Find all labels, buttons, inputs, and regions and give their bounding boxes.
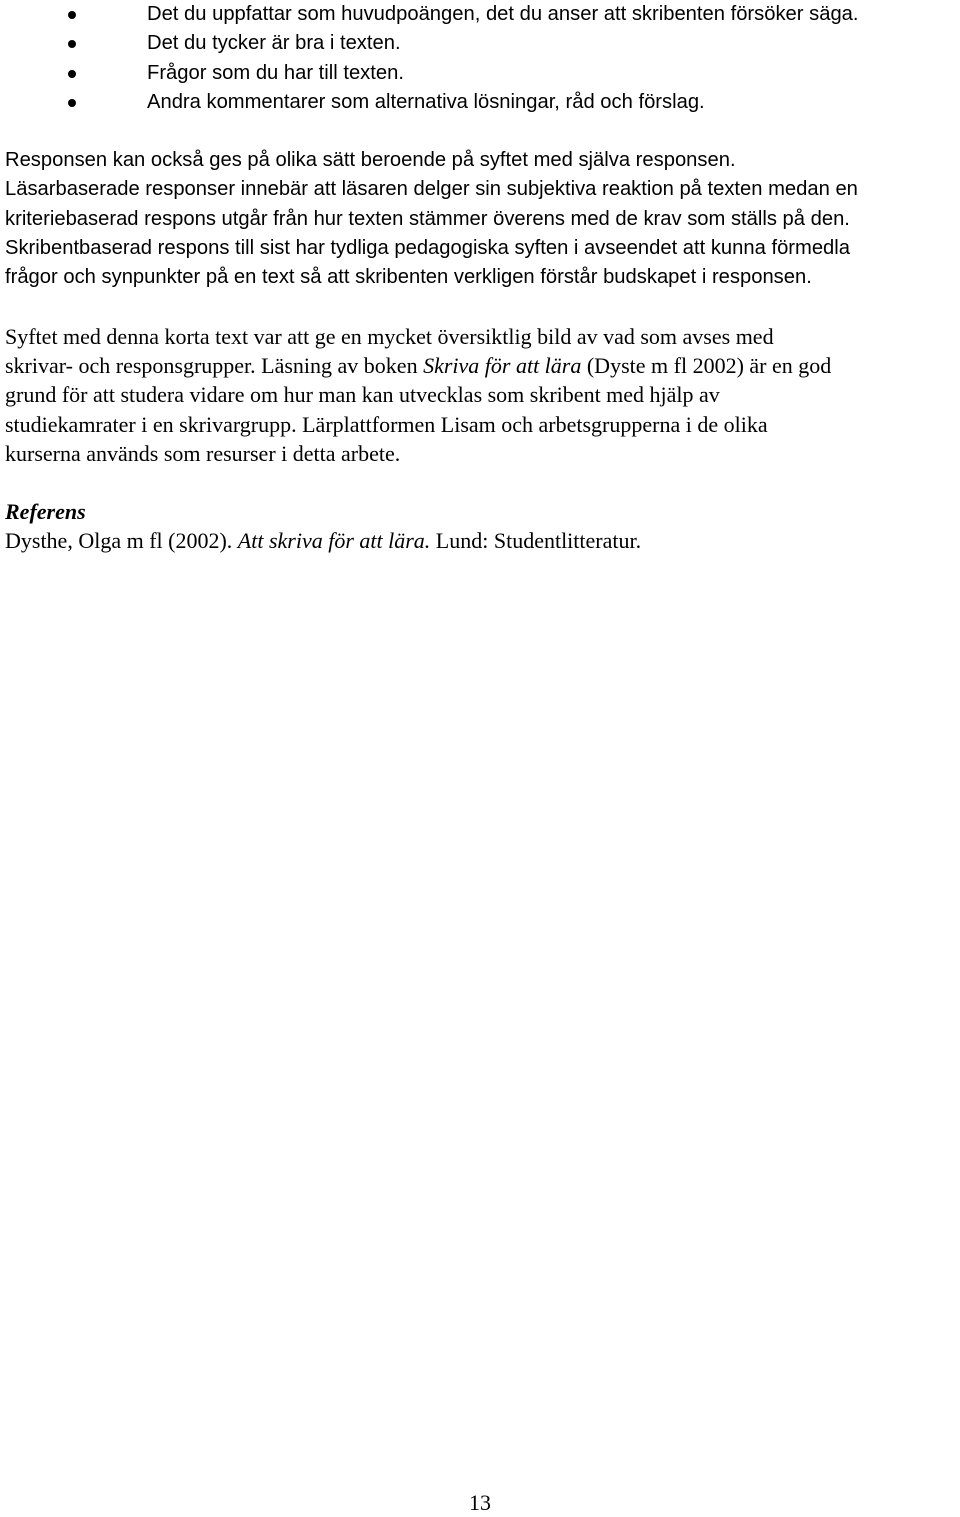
paragraph-line — [5, 351, 955, 380]
paragraph-line: kurserna används som resurser i detta arbete. — [5, 440, 401, 466]
list-item-text: Frågor som du har till texten. — [147, 61, 404, 84]
paragraph-response-types — [5, 146, 955, 292]
paragraph-line: Syftet med denna korta text var att ge en mycket översiktlig bild av vad som avses med — [5, 323, 774, 349]
reference-author: Dysthe, Olga m fl (2002). — [5, 528, 238, 554]
bullet-icon — [68, 40, 76, 48]
paragraph-line: Responsen kan också ges på olika sätt beroende på syftet med själva responsen. — [5, 149, 736, 172]
reference-publisher: Lund: Studentlitteratur. — [430, 528, 642, 554]
list-item — [5, 0, 955, 29]
paragraph-line: frågor och synpunkter på en text så att skribenten verkligen förstår budskapet i responsen. — [5, 266, 812, 289]
paragraph-line: grund för att studera vidare om hur man kan utvecklas som skribent med hjälp av — [5, 382, 720, 408]
list-item-text: Det du uppfattar som huvudpoängen, det du anser att skribenten försöker säga. — [147, 3, 859, 25]
bullet-icon — [68, 99, 76, 107]
list-item — [5, 88, 955, 117]
text-span: skrivar- och responsgrupper. Läsning av boken — [5, 352, 424, 378]
list-item — [5, 59, 955, 88]
paragraph-line: studiekamrater i en skrivargrupp. Lärplattformen Lisam och arbetsgrupperna i de olika — [5, 411, 768, 437]
bullet-icon — [68, 11, 76, 19]
paragraph-line: Läsarbaserade responser innebär att läsaren delger sin subjektiva reaktion på texten medan en — [5, 178, 858, 201]
page-number: 13 — [469, 1490, 491, 1515]
reference-entry — [5, 526, 955, 555]
paragraph-line: kriteriebaserad respons utgår från hur texten stämmer överens med de krav som ställs på den. — [5, 207, 850, 230]
reference-title: Att skriva för att lära. — [237, 528, 431, 554]
paragraph-purpose — [5, 322, 955, 468]
paragraph-line: Skribentbaserad respons till sist har tydliga pedagogiska syften i avseendet att kunna förmedla — [5, 237, 850, 260]
text-span: (Dyste m fl 2002) är en god — [581, 352, 832, 378]
book-title: Skriva för att lära — [423, 352, 582, 378]
page-content — [5, 0, 955, 556]
list-item-text: Det du tycker är bra i texten. — [147, 32, 401, 55]
references-heading: Referens — [5, 499, 86, 525]
list-item — [5, 29, 955, 58]
bullet-list — [5, 0, 955, 117]
bullet-icon — [68, 70, 76, 78]
list-item-text: Andra kommentarer som alternativa lösningar, råd och förslag. — [147, 90, 705, 113]
